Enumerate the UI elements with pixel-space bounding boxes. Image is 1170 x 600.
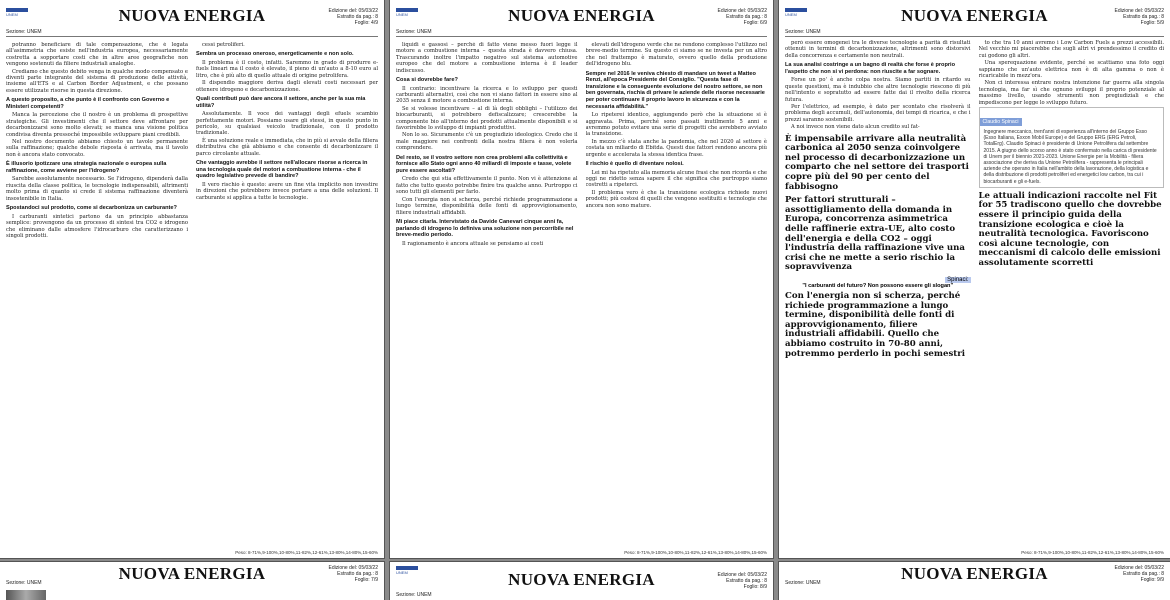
page-header bbox=[0, 562, 384, 600]
body-paragraph: Credo che qui stia effettivamente il punto. Non vi è attenzione al fatto che tutto questo potrebbe finire tra qualche anno. Purtroppo ci sono tutti gli elementi per farlo. bbox=[396, 176, 578, 196]
body-paragraph: Sarebbe assolutamente necessario. Se l'idrogeno, dipenderà dalla riuscita della classe politica, le tecnologie indispensabili, altrimenti molto prima di quanto si crede il sistema raffinazione diventerà insostenibile in Italia. bbox=[6, 176, 188, 202]
article-page-6 bbox=[390, 0, 773, 558]
masthead-title: NUOVA ENERGIA bbox=[901, 564, 1048, 583]
page-header bbox=[0, 0, 384, 36]
body-paragraph: Una sperequazione evidente, perché se scattiamo una foto oggi sappiamo che un'auto elettrica non è di alta gamma o non è ricaricabile in mezz'ora. bbox=[978, 60, 1164, 80]
edition-info: Edizione del: 05/03/22 Estratto da pag.: 8 Foglio: 5/9 bbox=[1114, 8, 1164, 26]
interview-question: A questo proposito, a che punto è il confronto con Governo e Ministeri competenti? bbox=[6, 97, 170, 110]
article-page-7 bbox=[0, 562, 384, 600]
pullquote: Le attuali indicazioni raccolte nel Fit for 55 tradiscono quello che dovrebbe essere il principio guida della transizione ecologica e cioè la neutralità tecnologica. Favoriscono così alcune tecnologie, con meccanismi di calcolo delle emissioni assolutamente scorretti bbox=[978, 190, 1162, 269]
body-paragraph: Crediamo che questo debito venga in qualche modo compensato e diventi parte integrante del sistema di produzione delle attività, insieme all'ETS e al Carbon Border Adjustment, e che possano essere utilizzate risorse in questa direzione. bbox=[6, 68, 188, 94]
body-paragraph: Non ci interessa entrare nostra intenzione far guerra alla singola tecnologia, ma far sì che ognuno sviluppi il proprio potenziale al massimo livello, usando strumenti non pregiudiziali e che impediscono per legge lo sviluppo futuro. bbox=[978, 80, 1164, 106]
bio-title: Claudio Spinaci bbox=[980, 118, 1022, 126]
body-paragraph: I carburanti sintetici partono da un principio abbastanza semplice: provengono da un processo di sintesi tra CO2 e idrogeno che eliminano dalle atmosfere l'idrocarburo che caratterizzano i singoli prodotti. bbox=[6, 213, 188, 239]
body-paragraph: Nel nostro documento abbiamo chiesto un tavolo permanente sulla raffinazione; qualche debole risposta è arrivata, ma il tavolo non è ancora stato convocato. bbox=[6, 139, 188, 158]
column-2 bbox=[979, 40, 1165, 542]
column-1 bbox=[396, 42, 578, 542]
body-paragraph: In mezzo c'è stata anche la pandemia, che nel 2020 al settore è costata un miliardo di Ebitda. Questi due fattori rendono ancora più urgente e accelerata la stessa identica frase. bbox=[585, 138, 767, 158]
page-header bbox=[779, 562, 1170, 600]
quote-headline: "I carburanti del futuro? Non possono essere gli slogan" bbox=[802, 282, 954, 289]
interview-question: È illusorio ipotizzare una strategia nazionale o europea sulla raffinazione, come avviene per l'idrogeno? bbox=[6, 161, 167, 174]
body-paragraph: Il contrario: incentivare la ricerca e lo sviluppo per questi carburanti alternativi, così che non vi siano fattori in essere sino al 2035 senza il motore a combustione interna. bbox=[396, 85, 578, 105]
body-paragraph: elevati dell'idrogeno verde che ne rendono complesso l'utilizzo nel breve-medio termine. Su questo ci siamo se ne investa per un altro che nel frattempo è maturato, ovvero quello della produzione dell'idrogeno blu. bbox=[585, 42, 767, 68]
article-page-8 bbox=[390, 562, 773, 600]
column-2 bbox=[196, 42, 378, 542]
interview-question: Che vantaggio avrebbe il settore nell'allocare risorse a ricerca in una tecnologia quale del motori a combustione interna - che il quadro legislativo prevede di bandire? bbox=[196, 160, 368, 180]
page-header bbox=[390, 0, 773, 36]
footer-weights: Peso: 8-71%,9-100%,10-80%,11-82%,12-61%,13-80%,14-80%,15-60% bbox=[235, 550, 378, 555]
section-label: Sezione: UNEM bbox=[396, 592, 432, 598]
article-page-5 bbox=[779, 0, 1170, 558]
body-paragraph: Lei mi ha ripetuto alla memoria alcune frasi che non ricorda e che oggi ne ridetto senza sapere il che significa che purtroppo siamo costretti a ripeterci. bbox=[585, 169, 767, 189]
body-paragraph: Forse un po' è anche colpa nostra. Siamo partiti in ritardo su queste questioni, ma è indubbio che altre tecnologie riescono di più nell'intento e sopratutto ad essere fatte dai il rivolto della ricerca futura. bbox=[785, 77, 971, 103]
masthead-title: NUOVA ENERGIA bbox=[508, 570, 655, 589]
article-photo bbox=[6, 590, 46, 600]
interview-question: Sembra un processo oneroso, energeticamente e non solo. bbox=[196, 51, 354, 58]
page-header bbox=[779, 0, 1170, 36]
bio-text: Ingegnere meccanico, trent'anni di esperienza all'interno del Gruppo Esso (Esso Italiana, Exxon Mobil Europe) e del Gruppo ERG (ERG Petroli, TotalErg). Claudio Spinaci è presidente di Unione Petrolifera dal settembre 2015. A giugno dello scorso anno è stato confermato nella carica di presidente di Unem per il biennio 2021-2023. Unione Energie per la Mobilità - filiera associazione che deriva da Unione Petrolifera - rappresenta le principali aziende che operano in Italia nell'ambito della lavorazione, della logistica e della distribuzione di prodotti petroliferi ed energetici low carbon, tra cui i biocarburanti e gli e-fuels. bbox=[983, 129, 1157, 185]
masthead-title: NUOVA ENERGIA bbox=[901, 6, 1048, 25]
column-1 bbox=[6, 42, 188, 542]
article-page-9 bbox=[779, 562, 1170, 600]
column-1 bbox=[785, 40, 971, 542]
body-paragraph: Con l'energia non si scherza, perché richiede programmazione a lungo termine, disponibilità delle fonti di approvvigionamento, filiere industriali affidabili. bbox=[396, 196, 578, 216]
interview-question: Cosa si dovrebbe fare? bbox=[396, 77, 458, 84]
edition-info: Edizione del: 05/03/22 Estratto da pag.: 8 Foglio: 4/9 bbox=[328, 8, 378, 26]
masthead-title: NUOVA ENERGIA bbox=[118, 564, 266, 583]
section-label: Sezione: UNEM bbox=[785, 29, 821, 35]
footer-weights: Peso: 8-71%,9-100%,10-80%,11-82%,12-61%,13-80%,14-80%,15-60% bbox=[1021, 550, 1164, 555]
body-paragraph: cessi petroliferi. bbox=[202, 42, 245, 48]
body-paragraph: potranno beneficiare di tale compensazione, che è legata all'asimmetria che esiste nell'industria europea, necessariamente costretta a sopportare costi che in altre aree geografiche non vengono sostenuti da filiere industriali analoghe. bbox=[6, 42, 188, 68]
unem-logo: UNEM bbox=[396, 8, 418, 18]
body-paragraph: liquidi e gassosi – perché di fatto viene messo fuori legge il motore a combustione interna – questa strada è davvero chiusa. Trascurando inoltre l'impatto negativo sul sistema automotive europeo che del motore a combustione interna è il leader indiscusso. bbox=[396, 42, 578, 74]
interview-question: Sempre nel 2016 le veniva chiesto di mandare un tweet a Matteo Renzi, all'epoca Presidente del Consiglio. "Questa fase di transizione e la conseguente evoluzione del nostro settore, se non ben governata, rischia di privare le aziende delle risorse necessarie per poter continuare il proprio lavoro in sicurezza e con la necessaria affidabilità." bbox=[585, 70, 765, 110]
interview-question: Spostandoci sul prodotto, come si decarbonizza un carburante? bbox=[6, 205, 177, 212]
masthead-title: NUOVA ENERGIA bbox=[118, 6, 266, 25]
section-label: Sezione: UNEM bbox=[785, 580, 821, 586]
bio-box bbox=[979, 107, 1165, 188]
body-paragraph: Manca la percezione che il nostro è un problema di prospettive strategiche. Gli investimenti che il settore deve affrontare per decarbonizzarsi sono molto elevati; se manca una visione politica condivisa diventa pressoché impossibile sviluppare piani credibili. bbox=[6, 112, 188, 138]
interview-question: Del resto, se il vostro settore non crea problemi alla collettività e fornisce allo Stato ogni anno 40 miliardi di imposte e tasse, volete pure essere ascoltati? bbox=[396, 154, 572, 174]
unem-logo: UNEM bbox=[785, 8, 807, 18]
edition-info: Edizione del: 05/03/22 Estratto da pag.: 8 Foglio: 9/9 bbox=[1114, 565, 1164, 583]
masthead-title: NUOVA ENERGIA bbox=[508, 6, 655, 25]
body-paragraph: Il problema è il costo, infatti. Saremmo in grado di produrre e-fuels lineari ma il costo è elevato, il pieno di un'auto a 8-10 euro al litro, che è più alto di quello attuale di origine petrolifera. bbox=[196, 60, 378, 79]
edition-info: Edizione del: 05/03/22 Estratto da pag.: 8 Foglio: 7/9 bbox=[328, 565, 378, 583]
body-paragraph: Il problema vero è che la transizione ecologica richiede nuovi prodotti; più costosi di quelli che vengono sostituiti e tecnologie che ancora non sono mature. bbox=[585, 189, 767, 209]
unem-logo: UNEM bbox=[396, 566, 418, 576]
unem-logo: UNEM bbox=[6, 8, 28, 18]
body-paragraph: Non lo so. Sicuramente c'è un pregiudizio ideologico. Credo che il male maggiore nei confronti della nostra filiera è non volerla comprendere. bbox=[396, 132, 578, 152]
body-paragraph: Assolutamente. Il voce dei vantaggi degli efuels scambio perfettamente motori. Possiamo usare gli stessi, in questo punto in pericolo, su qualsiasi veicolo tradizionale, con il prodotto tradizionale. bbox=[196, 111, 378, 137]
article-page-4 bbox=[0, 0, 384, 558]
edition-info: Edizione del: 05/03/22 Estratto da pag.: 8 Foglio: 6/9 bbox=[717, 8, 767, 26]
pullquote: Con l'energia non si scherza, perché richiede programmazione a lungo termine, disponibilità delle fonti di approvvigionamento, filiere industriali affidabili. Quello che abbiamo costruito in 70-80 anni, potremmo perderlo in pochi semestri bbox=[785, 290, 966, 359]
section-label: Sezione: UNEM bbox=[6, 580, 42, 586]
column-2 bbox=[586, 42, 768, 542]
pullquote: Per fattori strutturali – assottigliamento della domanda in Europa, concorrenza asimmetrica delle raffinerie extra-UE, alto costo dell'energia e della CO2 – oggi l'industria della raffinazione vive una crisi che ne mette a serio rischio la sopravvivenza bbox=[785, 195, 965, 273]
body-paragraph: È una soluzione reale e immediata, che in più si avvale della filiera distributiva che già abbiamo e che consente di decarbonizzare il parco circolante attuale. bbox=[196, 137, 378, 157]
interview-question: La sua analisi costringe a un bagno di realtà che forse è proprio l'aspetto che non si vi perdona: non riuscite a far sognare. bbox=[785, 62, 956, 75]
interview-question: Il rischio è quello di diventare nolosi. bbox=[585, 161, 684, 168]
body-paragraph: Se si volesse incentivare – al di là degli obblighi – l'utilizzo dei biocarburanti, si potrebbero defiscalizzare; crescerebbe la componente bio all'interno dei prodotti attualmente disponibili e si favorirebbe lo sviluppo di impianti produttivi. bbox=[396, 105, 578, 132]
body-paragraph: to che tra 10 anni avremo i Low Carbon Fuels a prezzi accessibili. Nel vecchio mi piacerebbe che sugli altri vi prendessimo il credito di cui godono gli altri. bbox=[978, 40, 1164, 59]
section-label: Sezione: UNEM bbox=[396, 29, 432, 35]
section-label: Sezione: UNEM bbox=[6, 29, 42, 35]
body-paragraph: Il vero rischio è questo: avere un fine vita implicito non investire in direzioni che potrebbero invece portare a una delle soluzioni. Il carburante si applica a tutte le tecnologie. bbox=[196, 181, 378, 201]
quote-author: Spinaci: bbox=[947, 276, 969, 283]
interview-question: Quali contributi può dare ancora il settore, anche per la sua mia utilità? bbox=[196, 96, 366, 109]
interview-question: Mi piace citarla. Intervistato da Davide Canevari cinque anni fa, parlando di idrogeno lo definiva una soluzione non percorribile nel breve-medio periodo. bbox=[396, 218, 574, 239]
body-paragraph: però essere omogenei tra le diverse tecnologie a parità di risultati ottenuti in termini di decarbonizzazione, altrimenti sono distorsivi della concorrenza e certamente non neutrali. bbox=[785, 40, 971, 59]
page-header bbox=[390, 562, 773, 600]
footer-weights: Peso: 8-71%,9-100%,10-80%,11-82%,12-61%,13-80%,14-80%,15-60% bbox=[624, 550, 767, 555]
body-paragraph: Il dispendio maggiore deriva dagli elevati costi necessari per ottenere idrogeno e decarbonizzazione. bbox=[196, 80, 378, 93]
body-paragraph: Il ragionamento è ancora attuale se pensiamo ai costi bbox=[402, 240, 544, 247]
body-paragraph: A noi invece non viene dato alcun credito sul fat- bbox=[791, 124, 920, 131]
edition-info: Edizione del: 05/03/22 Estratto da pag.: 8 Foglio: 8/9 bbox=[717, 572, 767, 590]
body-paragraph: Per l'elettrico, ad esempio, è dato per scontato che risolverà il problema degli accumuli, dell'autonomia, dei tempi di ricarica, e che i prezzi saranno sostenibili. bbox=[785, 104, 971, 123]
body-paragraph: Lo ripeterei identico, aggiungendo però che la situazione si è aggravata. Prima, perché sono passati inutilmente 5 anni e avremmo potuto evitare una serie di progetti che avrebbero avviato la transizione. bbox=[585, 112, 767, 138]
pullquote: È impensabile arrivare alla neutralità carbonica al 2050 senza coinvolgere nel processo di decarbonizzazione un comparto che nel settore dei trasporti copre più del 90 per cento del fabbisogno bbox=[785, 133, 969, 192]
